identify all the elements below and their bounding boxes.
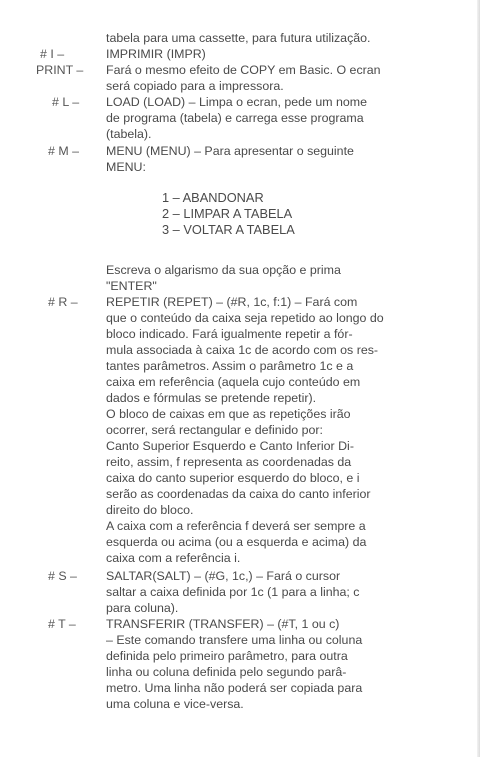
repetir-line-7: dados e fórmulas se pretende repetir). xyxy=(106,391,317,405)
transferir-line-4: linha ou coluna definida pelo segundo parâ- xyxy=(106,665,347,679)
entry-label-saltar: # S – xyxy=(48,569,77,583)
load-line-1: LOAD (LOAD) – Limpa o ecran, pede um nome xyxy=(106,95,368,109)
repetir-line-10: Canto Superior Esquerdo e Canto Inferior Di- xyxy=(106,439,354,453)
print-line-2: será copiado para a impressora. xyxy=(106,79,284,93)
saltar-line-3: para coluna). xyxy=(106,601,179,615)
intro-line: tabela para uma cassette, para futura utilização. xyxy=(106,31,371,45)
repetir-line-1: REPETIR (REPET) – (#R, 1c, f:1) – Fará com xyxy=(106,295,358,309)
repetir-line-11: reito, assim, f representa as coordenadas da xyxy=(106,455,352,469)
menu-prompt-1: Escreva o algarismo da sua opção e prima xyxy=(106,263,341,277)
repetir-line-16: esquerda ou acima (ou a esquerda e acima) da xyxy=(106,535,367,549)
entry-label-print: PRINT – xyxy=(36,63,84,77)
repetir-line-8: O bloco de caixas em que as repetições irão xyxy=(106,407,351,421)
menu-option-3: 3 – VOLTAR A TABELA xyxy=(162,222,295,237)
menu-line-1: MENU (MENU) – Para apresentar o seguinte xyxy=(106,144,354,158)
entry-label-repetir: # R – xyxy=(48,295,78,309)
transferir-line-5: metro. Uma linha não poderá ser copiada para xyxy=(106,681,363,695)
repetir-line-2: que o conteúdo da caixa seja repetido ao longo do xyxy=(106,311,384,325)
repetir-line-6: caixa em referência (aquela cujo conteúdo em xyxy=(106,375,361,389)
menu-option-1: 1 – ABANDONAR xyxy=(162,190,264,205)
entry-label-imprimir: # I – xyxy=(40,47,65,61)
menu-line-2: MENU: xyxy=(106,160,146,174)
load-line-3: (tabela). xyxy=(106,127,152,141)
entry-head-imprimir: IMPRIMIR (IMPR) xyxy=(106,47,206,61)
transferir-line-3: definida pelo primeiro parâmetro, para outra xyxy=(106,649,348,663)
transferir-line-1: TRANSFERIR (TRANSFER) – (#T, 1 ou c) xyxy=(106,617,340,631)
saltar-line-2: saltar a caixa definida por 1c (1 para a linha; c xyxy=(106,585,360,599)
transferir-line-2: – Este comando transfere uma linha ou coluna xyxy=(106,633,363,647)
repetir-line-3: bloco indicado. Fará igualmente repetir a fór- xyxy=(106,327,353,341)
entry-label-menu: # M – xyxy=(48,144,79,158)
saltar-line-1: SALTAR(SALT) – (#G, 1c,) – Fará o cursor xyxy=(106,569,341,583)
repetir-line-13: serão as coordenadas da caixa do canto inferior xyxy=(106,487,371,501)
repetir-line-17: caixa com a referência i. xyxy=(106,551,241,565)
entry-label-load: # L – xyxy=(52,95,80,109)
transferir-line-6: uma coluna e vice-versa. xyxy=(106,697,244,711)
repetir-line-14: direito do bloco. xyxy=(106,503,194,517)
print-line-1: Fará o mesmo efeito de COPY em Basic. O ecran xyxy=(106,63,381,77)
repetir-line-9: ocorrer, será rectangular e definido por: xyxy=(106,423,323,437)
repetir-line-5: tantes parâmetros. Assim o parâmetro 1c e a xyxy=(106,359,354,373)
entry-label-transferir: # T – xyxy=(48,617,76,631)
load-line-2: de programa (tabela) e carrega esse programa xyxy=(106,111,364,125)
repetir-line-15: A caixa com a referência f deverá ser sempre a xyxy=(106,519,366,533)
repetir-line-12: caixa do canto superior esquerdo do bloco, e i xyxy=(106,471,360,485)
repetir-line-4: mula associada à caixa 1c de acordo com os res- xyxy=(106,343,379,357)
menu-option-2: 2 – LIMPAR A TABELA xyxy=(162,206,293,221)
menu-prompt-2: "ENTER" xyxy=(106,279,157,293)
